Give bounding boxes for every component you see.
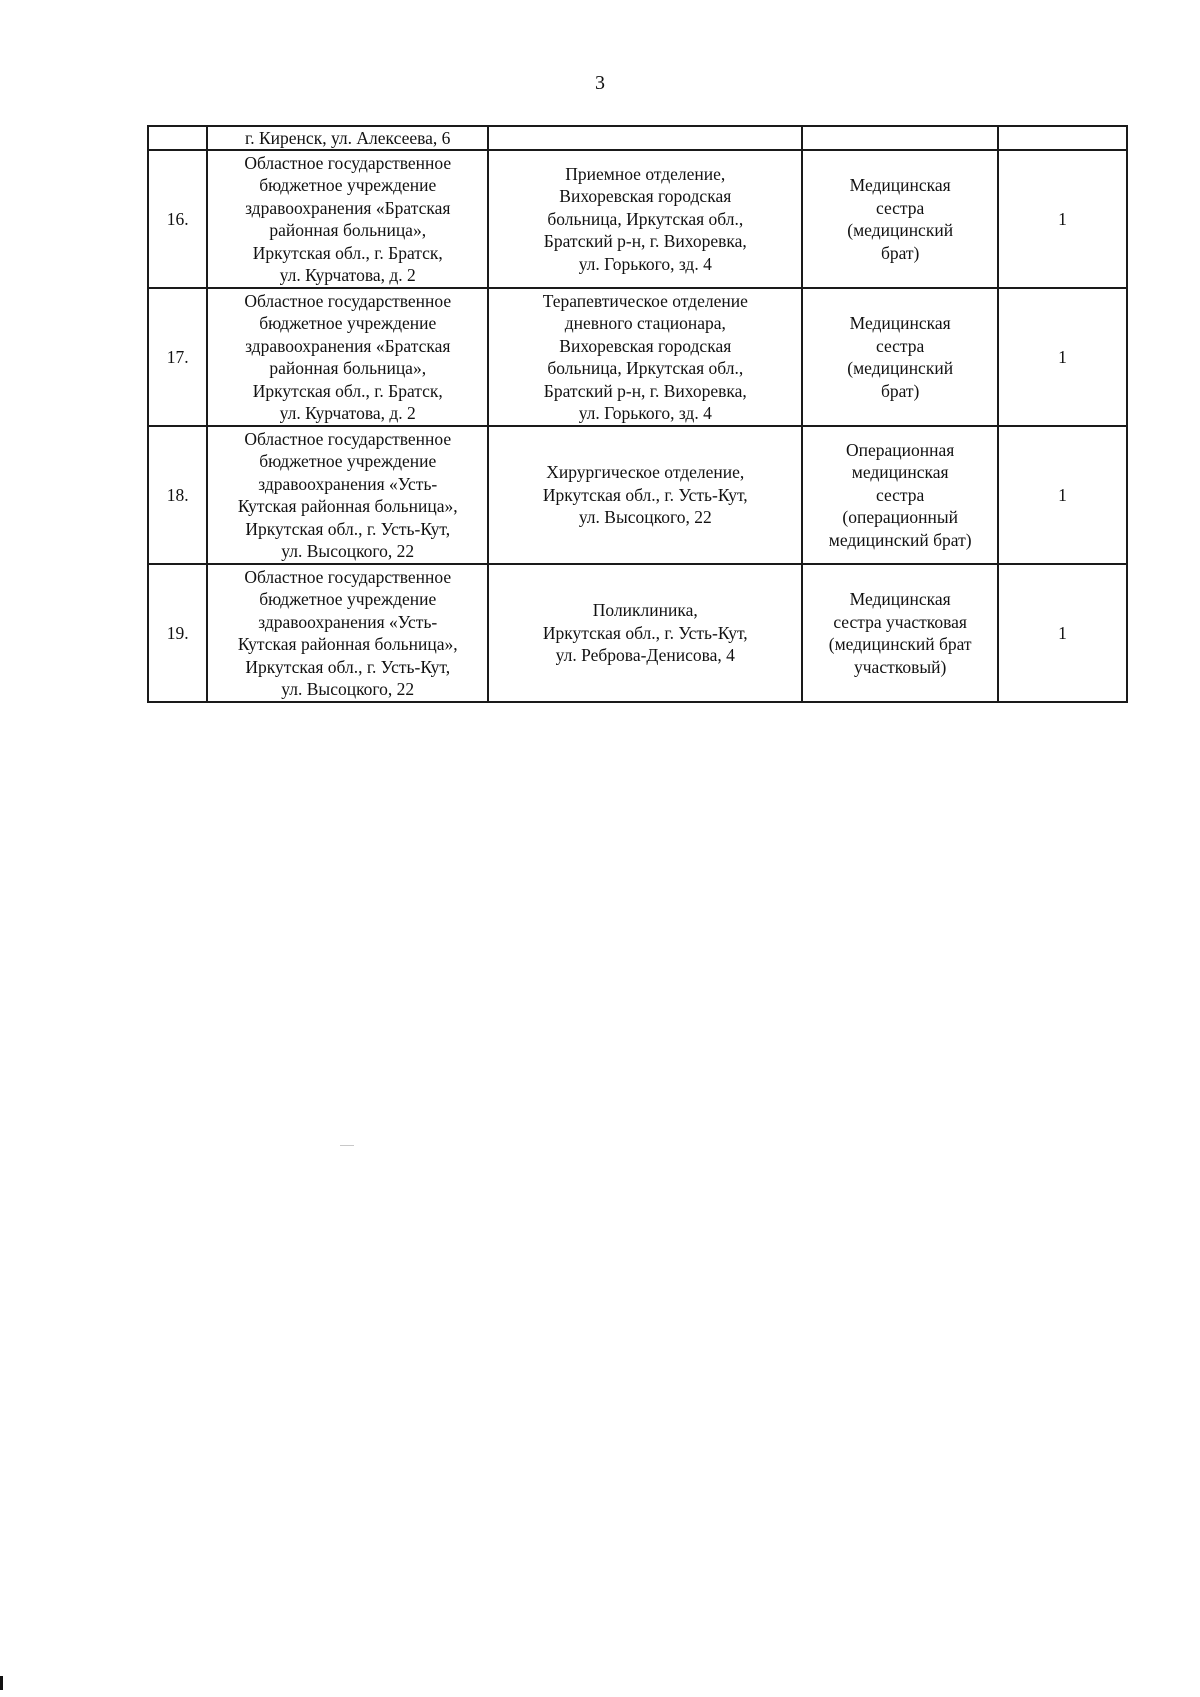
table-row (148, 564, 1127, 702)
organization-line: бюджетное учреждение (259, 313, 437, 333)
organization-line: Кутская районная больница», (237, 496, 458, 516)
organization-line: Кутская районная больница», (237, 634, 458, 654)
organization-line: г. Киренск, ул. Алексеева, 6 (245, 128, 451, 148)
organization-line: Областное государственное (244, 566, 452, 587)
organization-line: здравоохранения «Усть- (258, 473, 438, 494)
position-line: Медицинская (849, 589, 951, 609)
position-line: медицинская (851, 462, 949, 483)
organization-cell (207, 126, 488, 150)
department-line: ул. Горького, зд. 4 (578, 253, 712, 274)
position-line: Медицинская (849, 313, 951, 333)
department-cell (488, 288, 802, 426)
department-line: Поликлиника, (592, 600, 698, 621)
department-line: Иркутская обл., г. Усть-Кут, (542, 484, 748, 505)
table-row (148, 426, 1127, 564)
department-line: Братский р-н, г. Вихоревка, (543, 380, 747, 401)
organization-line: ул. Высоцкого, 22 (281, 679, 415, 699)
organization-line: бюджетное учреждение (259, 589, 437, 609)
department-line: ул. Реброва-Денисова, 4 (555, 645, 735, 666)
organization-line: Иркутская обл., г. Братск, (252, 242, 443, 263)
department-line: ул. Горького, зд. 4 (578, 403, 712, 423)
organization-line: здравоохранения «Братская (245, 335, 451, 356)
department-line: больница, Иркутская обл., (547, 208, 744, 229)
organization-line: районная больница», (269, 358, 427, 378)
organization-line: бюджетное учреждение (259, 451, 437, 471)
department-line: ул. Высоцкого, 22 (578, 507, 712, 528)
organization-line: ул. Высоцкого, 22 (281, 541, 415, 561)
position-line: сестра (875, 197, 925, 218)
position-line: сестра (875, 484, 925, 505)
table-body (148, 126, 1127, 702)
scan-artifact (340, 1145, 354, 1146)
scan-edge-mark (0, 1676, 3, 1690)
position-line: участковый) (854, 656, 947, 677)
row-number-cell: 16. (148, 150, 207, 288)
organization-line: Областное государственное (244, 290, 452, 311)
position-line: брат) (880, 380, 920, 401)
organization-line: Иркутская обл., г. Усть-Кут, (245, 656, 451, 677)
organization-line: бюджетное учреждение (259, 175, 437, 195)
department-line: Вихоревская городская (559, 186, 732, 207)
position-line: сестра участковая (833, 611, 967, 632)
organization-line: районная больница», (269, 220, 427, 240)
position-line: Операционная (846, 439, 955, 460)
vacancy-table (147, 125, 1128, 703)
position-line: Медицинская (849, 175, 951, 195)
position-line: сестра (875, 335, 925, 356)
organization-line: ул. Курчатова, д. 2 (279, 265, 416, 285)
position-line: медицинский брат) (828, 529, 972, 550)
organization-cell (207, 426, 488, 564)
department-cell (488, 564, 802, 702)
position-line: (медицинский брат (828, 634, 972, 654)
organization-line: Иркутская обл., г. Братск, (252, 380, 443, 401)
count-cell: 1 (998, 150, 1127, 288)
organization-line: здравоохранения «Усть- (258, 611, 438, 632)
department-line: Иркутская обл., г. Усть-Кут, (542, 622, 748, 643)
table-row (148, 150, 1127, 288)
organization-cell (207, 288, 488, 426)
organization-cell (207, 150, 488, 288)
department-cell (488, 150, 802, 288)
organization-cell (207, 564, 488, 702)
organization-line: Областное государственное (244, 428, 452, 449)
department-line: дневного стационара, (564, 313, 726, 333)
position-line: брат) (880, 242, 920, 263)
department-cell (488, 426, 802, 564)
organization-line: ул. Курчатова, д. 2 (279, 403, 416, 423)
table-row (148, 288, 1127, 426)
department-line: Вихоревская городская (559, 335, 732, 356)
organization-line: Областное государственное (244, 152, 452, 173)
row-number-cell: 18. (148, 426, 207, 564)
position-cell (802, 126, 998, 150)
position-line: (операционный (842, 507, 958, 528)
position-line: (медицинский (847, 358, 954, 378)
department-line: Терапевтическое отделение (542, 290, 748, 311)
department-line: Хирургическое отделение, (546, 462, 745, 483)
count-cell: 1 (998, 426, 1127, 564)
row-number-cell (148, 126, 207, 150)
department-line: больница, Иркутская обл., (547, 358, 744, 378)
department-cell (488, 126, 802, 150)
organization-line: Иркутская обл., г. Усть-Кут, (245, 518, 451, 539)
page-number: 3 (595, 72, 605, 94)
position-cell (802, 150, 998, 288)
position-line: (медицинский (847, 220, 954, 240)
position-cell (802, 426, 998, 564)
count-cell: 1 (998, 288, 1127, 426)
count-cell (998, 126, 1127, 150)
position-cell (802, 564, 998, 702)
table-row-continuation (148, 126, 1127, 150)
organization-line: здравоохранения «Братская (245, 197, 451, 218)
department-line: Братский р-н, г. Вихоревка, (543, 231, 747, 252)
count-cell: 1 (998, 564, 1127, 702)
position-cell (802, 288, 998, 426)
row-number-cell: 19. (148, 564, 207, 702)
row-number-cell: 17. (148, 288, 207, 426)
department-line: Приемное отделение, (565, 163, 726, 184)
